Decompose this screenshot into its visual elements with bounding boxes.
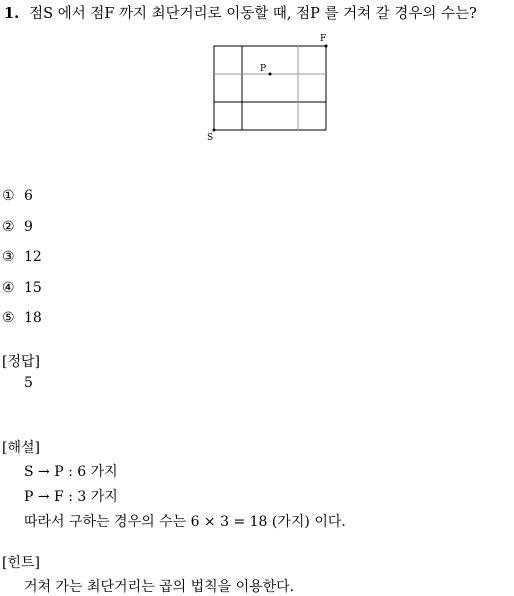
choice-2-mark: ② [2,219,15,235]
choice-4-value: 15 [24,280,42,296]
answer-value: 5 [24,375,33,391]
choice-1[interactable] [2,188,33,204]
question-number: 1. [4,5,20,22]
point-p [269,73,272,76]
explanation-line-2: P → F : 3 가지 [24,489,118,505]
choice-5-mark: ⑤ [2,310,15,326]
choice-2-value: 9 [24,219,33,235]
grid-outer-border [214,46,326,130]
choice-3[interactable] [2,249,42,265]
answer-label: [정답] [2,354,40,370]
question-line [4,2,477,23]
choice-2[interactable] [2,219,33,235]
choice-1-value: 6 [24,188,33,204]
choice-4[interactable] [2,280,42,296]
choice-4-mark: ④ [2,280,15,296]
choice-3-mark: ③ [2,249,15,265]
hint-label: [힌트] [2,555,40,571]
explanation-line-3: 따라서 구하는 경우의 수는 6 × 3 = 18 (가지) 이다. [24,514,346,530]
label-f: F [320,34,327,44]
choice-5[interactable] [2,310,42,326]
label-s: S [207,133,214,143]
point-s [213,129,216,132]
choice-1-mark: ① [2,188,15,204]
choice-5-value: 18 [24,310,42,326]
label-p: P [260,64,267,74]
explanation-line-1: S → P : 6 가지 [24,464,118,480]
choice-3-value: 12 [24,249,42,265]
point-f [325,45,328,48]
hint-text: 거쳐 가는 최단거리는 곱의 법칙을 이용한다. [24,579,295,595]
grid-figure [200,30,340,145]
explanation-label: [해설] [2,440,40,456]
question-text: 점S 에서 점F 까지 최단거리로 이동할 때, 점P 를 거쳐 갈 경우의 수는? [29,6,477,22]
